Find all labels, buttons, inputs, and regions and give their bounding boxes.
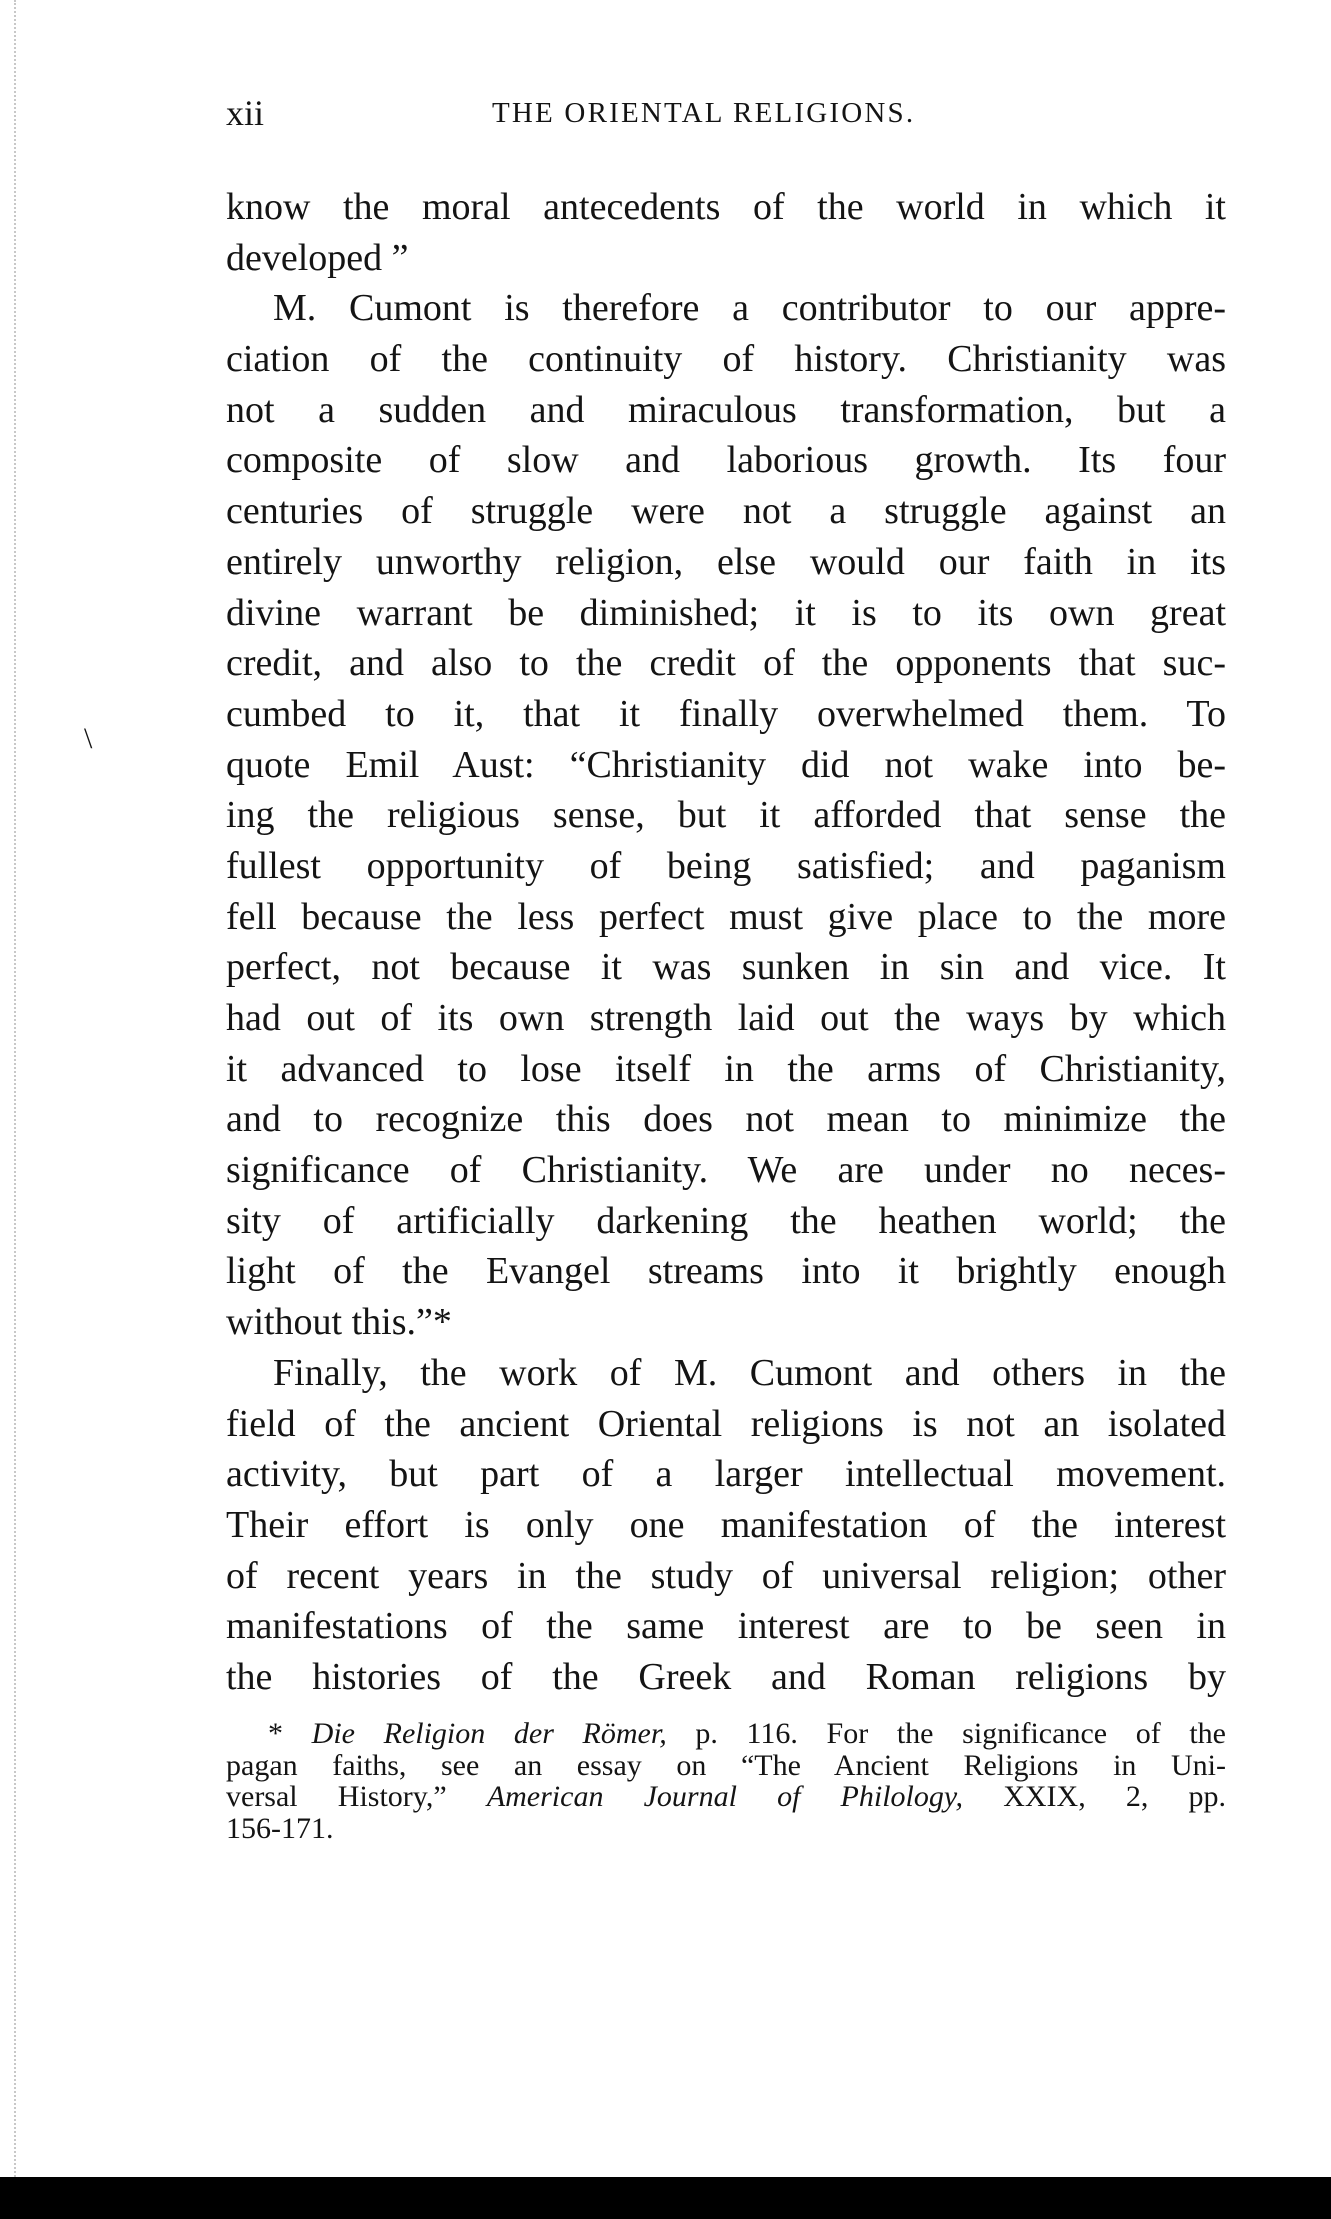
binding-edge: [0, 0, 16, 2180]
text-line: ing the religious sense, but it afforded that sense the: [226, 794, 1226, 837]
text-line: the histories of the Greek and Roman religions by: [226, 1655, 1226, 1698]
text-line: credit, and also to the credit of the opponents that suc-: [226, 642, 1226, 685]
text-line: fullest opportunity of being satisfied; and paganism: [226, 844, 1226, 887]
text-line: ciation of the continuity of history. Christianity was: [226, 338, 1226, 381]
text-line: field of the ancient Oriental religions is not an isolated: [226, 1402, 1226, 1445]
text-line: activity, but part of a larger intellectual movement.: [226, 1453, 1226, 1496]
text-line: divine warrant be diminished; it is to its own great: [226, 591, 1226, 634]
text-line: not a sudden and miraculous transformation, but a: [226, 388, 1226, 431]
text-line: light of the Evangel streams into it brightly enough: [226, 1250, 1226, 1293]
text-line: had out of its own strength laid out the ways by which: [226, 997, 1226, 1039]
running-title: THE ORIENTAL RELIGIONS.: [492, 97, 916, 129]
footnote-text: versal History,”: [226, 1780, 487, 1813]
text-line: significance of Christianity. We are under no neces-: [226, 1149, 1226, 1192]
text-line: entirely unworthy religion, else would our faith in its: [226, 540, 1226, 583]
running-head: [226, 88, 1226, 138]
footnote-line: [226, 1718, 1226, 1750]
body-text: [226, 182, 1226, 1703]
stray-mark: \: [84, 722, 93, 755]
footnote-text: XXIX, 2, pp.: [963, 1780, 1227, 1813]
text-line: sity of artificially darkening the heathen world; the: [226, 1199, 1226, 1242]
scan-bottom-edge: [0, 2177, 1331, 2219]
text-line: without this.”*: [226, 1301, 452, 1344]
text-line: perfect, not because it was sunken in sin and vice. It: [226, 946, 1226, 989]
text-line: of recent years in the study of universal religion; other: [226, 1554, 1226, 1597]
text-line: Their effort is only one manifestation of the interest: [226, 1503, 1226, 1546]
footnote-line: [226, 1781, 1226, 1813]
text-line: cumbed to it, that it finally overwhelmed them. To: [226, 692, 1226, 735]
page-number: xii: [226, 93, 265, 133]
footnote-line: pagan faiths, see an essay on “The Ancient Religions in Uni-: [226, 1748, 1226, 1782]
text-line: M. Cumont is therefore a contributor to our appre-: [273, 287, 1226, 330]
footnote-text: p. 116. For the significance of the: [666, 1717, 1227, 1750]
text-line: centuries of struggle were not a struggle against an: [226, 490, 1226, 533]
text-line: know the moral antecedents of the world in which it: [226, 186, 1226, 228]
text-line: fell because the less perfect must give place to the more: [226, 895, 1226, 938]
footnote-journal-title: American Journal of Philology,: [486, 1780, 964, 1813]
text-line: developed ”: [226, 236, 409, 279]
footnote: [226, 1718, 1226, 1844]
footnote-line: 156-171.: [226, 1811, 334, 1845]
footnote-marker: *: [268, 1717, 312, 1750]
footnote-book-title: Die Religion der Römer,: [311, 1717, 667, 1750]
text-line: it advanced to lose itself in the arms of Christianity,: [226, 1047, 1226, 1090]
text-line: Finally, the work of M. Cumont and others in the: [273, 1351, 1226, 1394]
text-line: quote Emil Aust: “Christianity did not wake into be-: [226, 743, 1226, 786]
text-line: and to recognize this does not mean to minimize the: [226, 1098, 1226, 1141]
text-line: composite of slow and laborious growth. Its four: [226, 439, 1226, 482]
text-line: manifestations of the same interest are to be seen in: [226, 1605, 1226, 1648]
